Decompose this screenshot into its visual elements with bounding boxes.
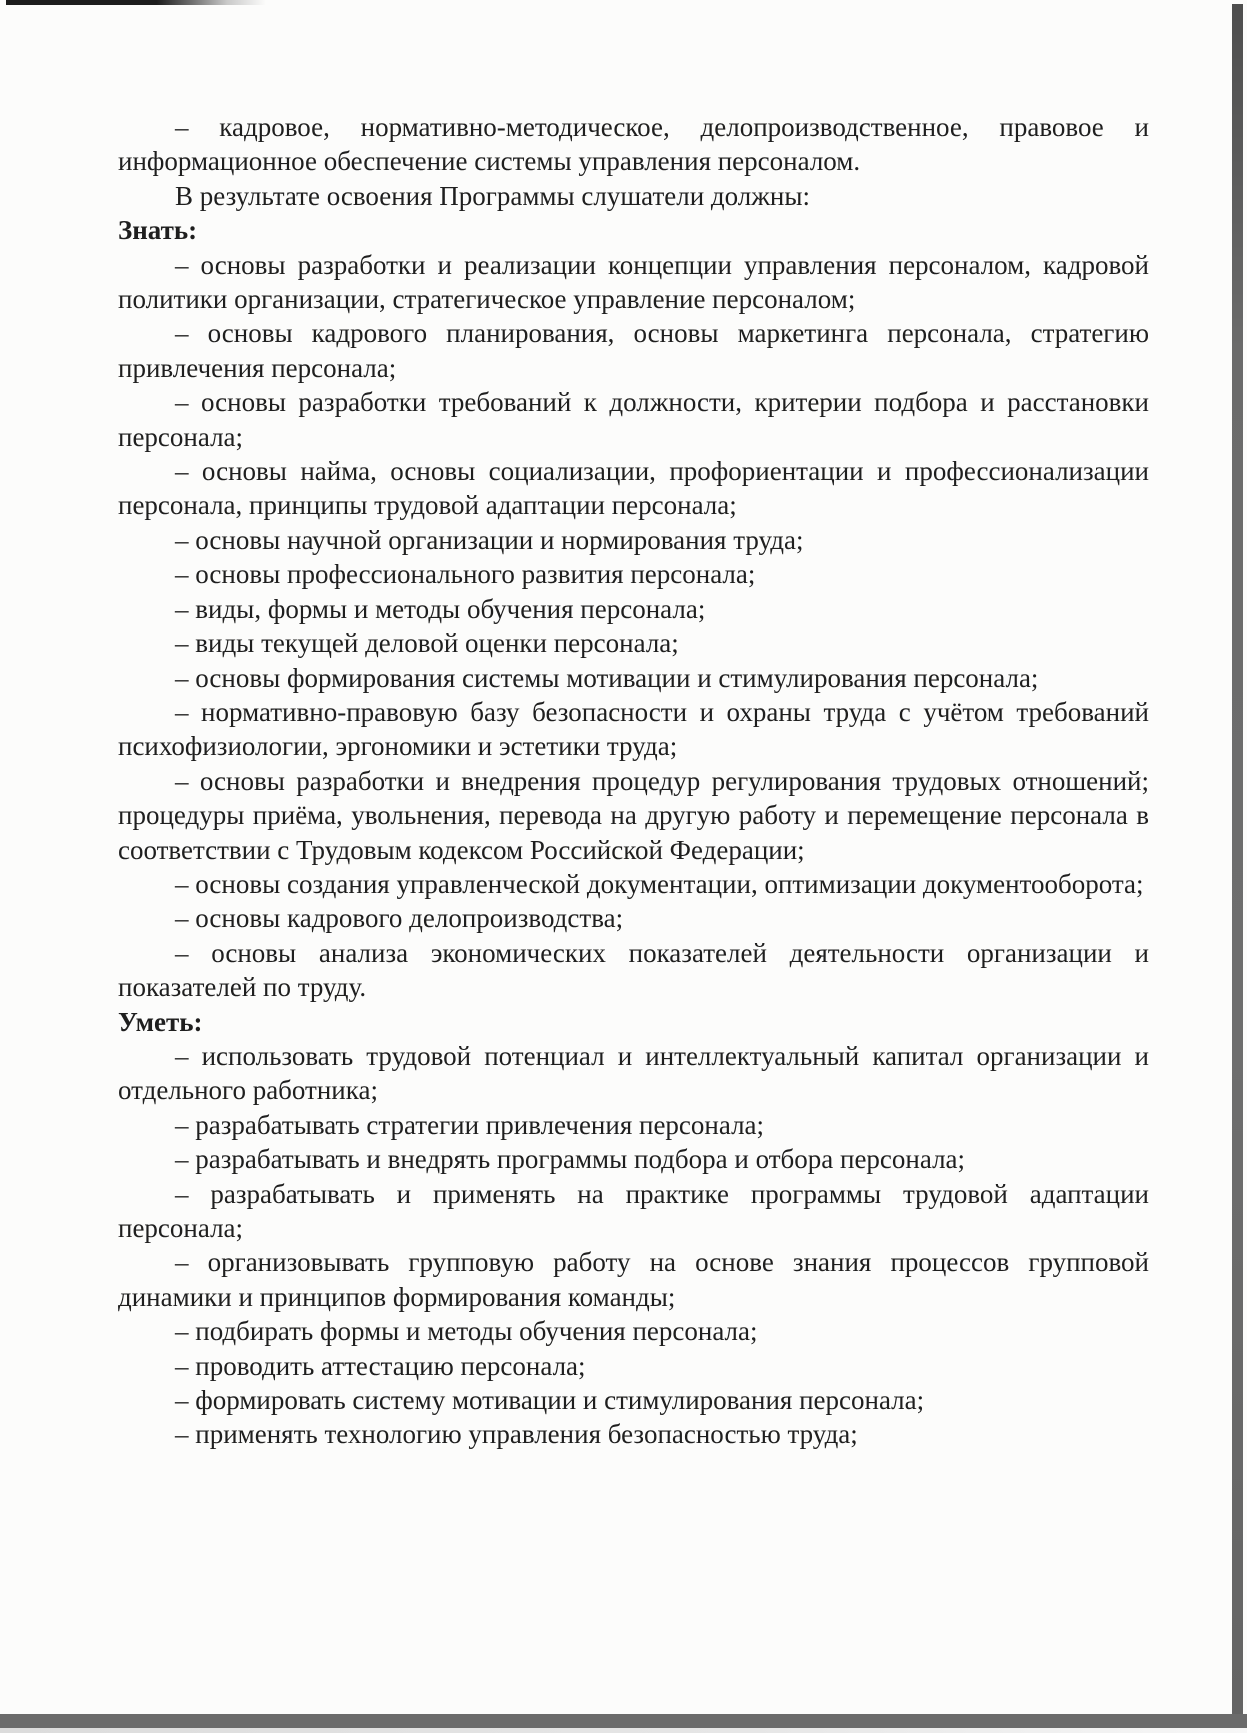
scan-bottom-margin-strip xyxy=(0,1728,1247,1733)
paragraph: – кадровое, нормативно-методическое, делопроизводственное, правовое и информационное обеспечение системы управления персоналом. xyxy=(118,112,1149,177)
paragraph: – нормативно-правовую базу безопасности и охраны труда с учётом требований психофизиологии, эргономики и эстетики труда; xyxy=(118,696,1149,762)
paragraph: – виды текущей деловой оценки персонала; xyxy=(175,628,679,659)
paragraph: – основы разработки и реализации концепции управления персоналом, кадровой политики организации, стратегическое управление персоналом; xyxy=(118,249,1149,315)
paragraph: – основы профессионального развития персонала; xyxy=(175,559,756,590)
paragraph: – основы научной организации и нормирования труда; xyxy=(175,524,804,555)
paragraph: – основы создания управленческой документации, оптимизации документооборота; xyxy=(175,868,1144,899)
paragraph: – разрабатывать и внедрять программы подбора и отбора персонала; xyxy=(175,1144,966,1175)
paragraph: – формировать систему мотивации и стимулирования персонала; xyxy=(175,1385,925,1416)
paragraph: – основы формирования системы мотивации и стимулирования персонала; xyxy=(175,662,1039,693)
paragraph: – основы анализа экономических показателей деятельности организации и показателей по труду. xyxy=(118,937,1149,1003)
scan-top-edge-line xyxy=(6,0,266,5)
paragraph: – разрабатывать и применять на практике программы трудовой адаптации персонала; xyxy=(118,1178,1149,1243)
paragraph: – основы найма, основы социализации, профориентации и профессионализации персонала, принципы трудовой адаптации персонала; xyxy=(118,456,1149,521)
document-text-block xyxy=(118,110,1149,1452)
section-heading: Знать: xyxy=(118,215,198,246)
paragraph: – основы кадрового планирования, основы маркетинга персонала, стратегию привлечения персонала; xyxy=(118,318,1149,383)
paragraph: – разрабатывать стратегии привлечения персонала; xyxy=(175,1109,765,1140)
paragraph: – проводить аттестацию персонала; xyxy=(175,1350,586,1381)
scan-bottom-edge-bar xyxy=(0,1714,1247,1728)
section-heading: Уметь: xyxy=(118,1006,203,1037)
paragraph: – основы разработки требований к должности, критерии подбора и расстановки персонала; xyxy=(118,387,1149,452)
paragraph: В результате освоения Программы слушатели должны: xyxy=(175,180,811,211)
paragraph: – основы разработки и внедрения процедур регулирования трудовых отношений; процедуры приёма, увольнения, перевода на другую работу и перемещение персонала в соответствии с Трудовым кодексом Российской Федерации; xyxy=(118,765,1149,865)
scan-right-edge-strip xyxy=(1232,4,1243,1716)
paragraph: – основы кадрового делопроизводства; xyxy=(175,903,624,934)
paragraph: – виды, формы и методы обучения персонала; xyxy=(175,593,706,624)
paragraph: – использовать трудовой потенциал и интеллектуальный капитал организации и отдельного работника; xyxy=(118,1040,1149,1106)
paragraph: – применять технологию управления безопасностью труда; xyxy=(175,1419,858,1450)
paragraph: – подбирать формы и методы обучения персонала; xyxy=(175,1316,758,1347)
paragraph: – организовывать групповую работу на основе знания процессов групповой динамики и принципов формирования команды; xyxy=(118,1247,1149,1312)
